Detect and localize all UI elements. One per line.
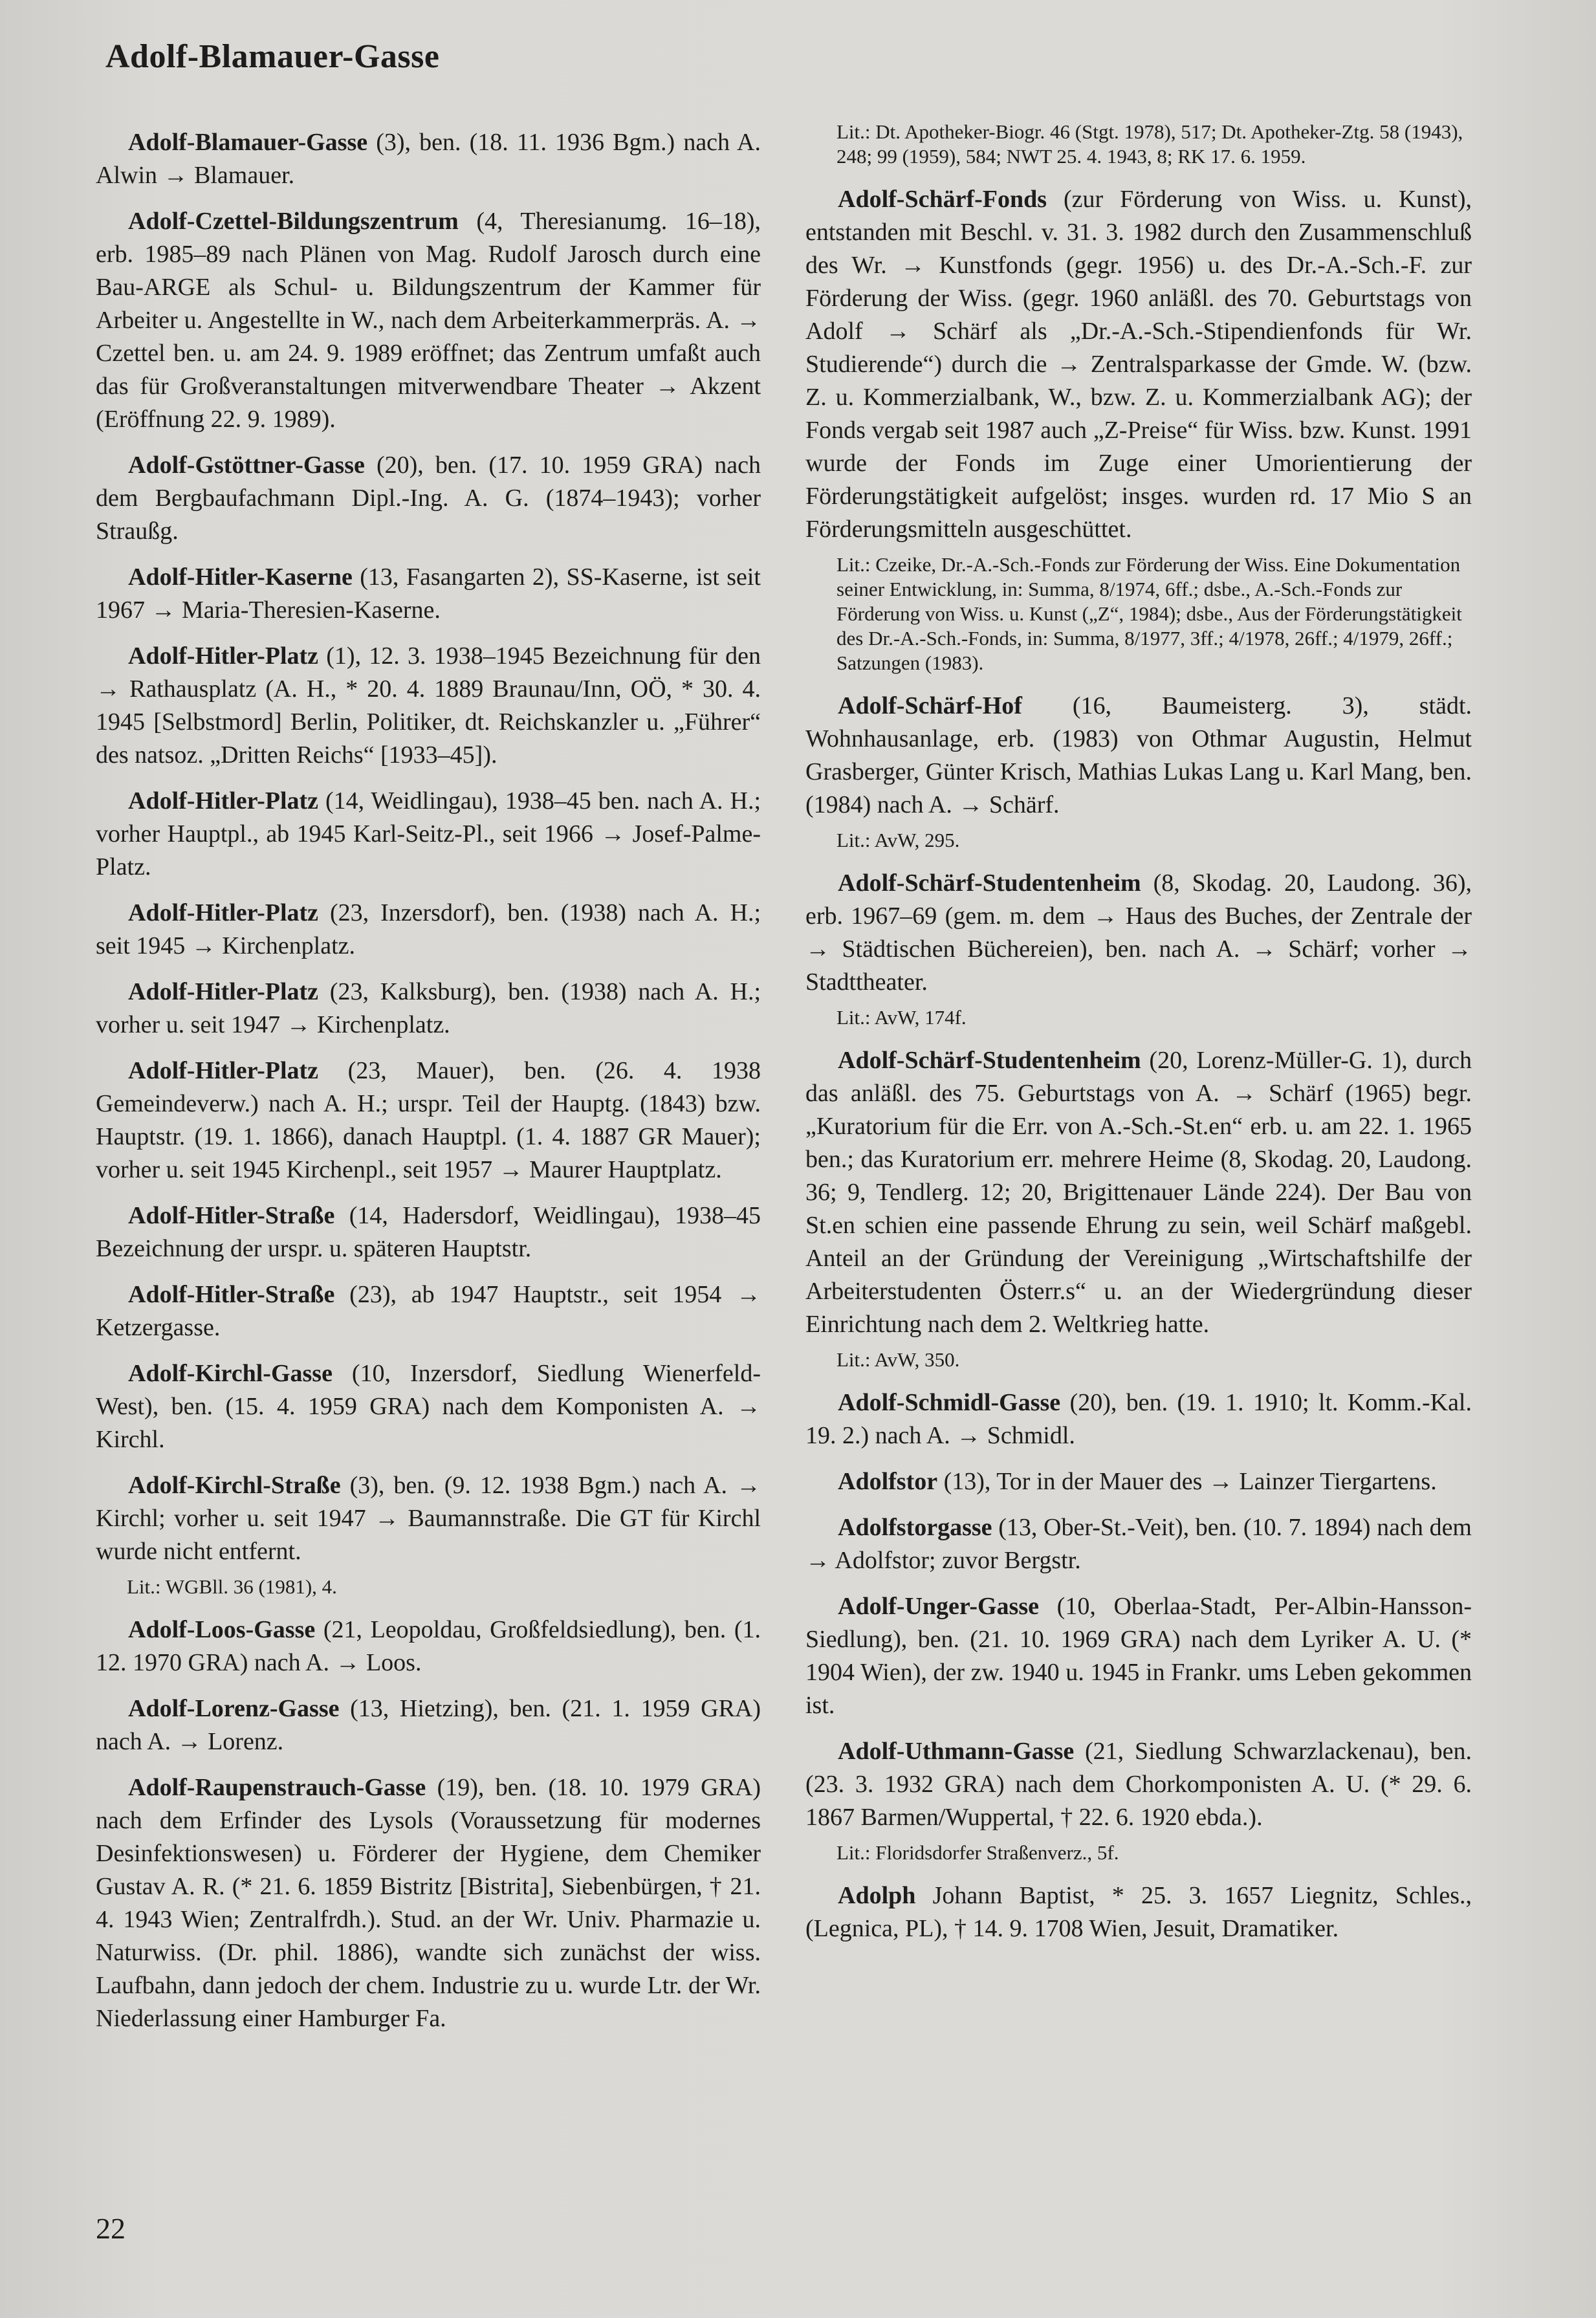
entry-headword: Adolf-Schärf-Studentenheim	[838, 1047, 1141, 1074]
entry-headword: Adolf-Schärf-Studentenheim	[838, 869, 1141, 897]
entry-headword: Adolf-Hitler-Straße	[128, 1281, 335, 1308]
literature-reference: Lit.: AvW, 350.	[836, 1348, 960, 1371]
running-header: Adolf-Blamauer-Gasse	[105, 38, 440, 75]
entry-text: (8, Skodag. 20, Laudong. 36), erb. 1967–69 (gem. m. dem → Haus des Buches, der Zentrale der → Städtischen Büchereien), ben. nach A. → Schärf; vorher → Stadttheater.	[805, 869, 1472, 996]
entry-text: (13), Tor in der Mauer des → Lainzer Tiergartens.	[937, 1468, 1437, 1495]
entry-headword: Adolfstorgasse	[838, 1514, 992, 1541]
literature-reference: Lit.: WGBll. 36 (1981), 4.	[127, 1575, 337, 1598]
lexicon-entry	[96, 126, 761, 192]
lexicon-entry	[805, 183, 1472, 546]
literature-reference: Lit.: Czeike, Dr.-A.-Sch.-Fonds zur Förderung der Wiss. Eine Dokumentation seiner Entwicklung, in: Summa, 8/1974, 6ff.; dsbe., A.-Sch.-Fonds zur Förderung von Wiss. u. Kunst („Z“, 1984); dsbe., Aus der Förderungstätigkeit des Dr.-A.-Sch.-Fonds, in: Summa, 8/1977, 3ff.; 4/1978, 26ff.; 4/1979, 26ff.; Satzungen (1983).	[836, 553, 1462, 674]
entry-headword: Adolf-Hitler-Platz	[128, 899, 319, 926]
entry-text: (19), ben. (18. 10. 1979 GRA) nach dem Erfinder des Lysols (Voraussetzung für modernes Desinfektionswesen) u. Förderer der Hygiene, dem Chemiker Gustav A. R. (* 21. 6. 1859 Bistritz [Bistrita], Siebenbürgen, † 21. 4. 1943 Wien; Zentralfrdh.). Stud. an der Wr. Univ. Pharmazie u. Naturwiss. (Dr. phil. 1886), wandte sich zunächst der wiss. Laufbahn, dann jedoch der chem. Industrie zu u. wurde Ltr. der Wr. Niederlassung einer Hamburger Fa.	[96, 1774, 761, 2032]
entry-headword: Adolf-Hitler-Platz	[128, 642, 319, 670]
lexicon-entry	[96, 1055, 761, 1186]
literature-reference: Lit.: Dt. Apotheker-Biogr. 46 (Stgt. 1978), 517; Dt. Apotheker-Ztg. 58 (1943), 248; 99 (1959), 584; NWT 25. 4. 1943, 8; RK 17. 6. 1959.	[836, 120, 1463, 168]
entry-headword: Adolf-Czettel-Bildungszentrum	[128, 208, 459, 235]
entry-headword: Adolf-Blamauer-Gasse	[128, 129, 368, 156]
lexicon-entry	[96, 1278, 761, 1344]
entry-headword: Adolf-Raupenstrauch-Gasse	[128, 1774, 426, 1801]
entry-headword: Adolf-Hitler-Platz	[128, 1057, 319, 1084]
lexicon-entry	[96, 561, 761, 627]
entry-headword: Adolf-Hitler-Kaserne	[128, 563, 353, 591]
lexicon-entry	[96, 205, 761, 436]
entry-headword: Adolf-Kirchl-Straße	[128, 1472, 341, 1499]
entry-text: (10, Oberlaa-Stadt, Per-Albin-Hansson-Siedlung), ben. (21. 10. 1969 GRA) nach dem Lyriker A. U. (* 1904 Wien), der zw. 1940 u. 1945 in Frankr. ums Leben gekommen ist.	[805, 1593, 1472, 1719]
entry-headword: Adolf-Schärf-Fonds	[838, 186, 1047, 213]
entry-text: (23, Mauer), ben. (26. 4. 1938 Gemeindeverw.) nach A. H.; urspr. Teil der Hauptg. (1843) bzw. Hauptstr. (19. 1. 1866), danach Hauptpl. (1. 4. 1887 GR Mauer); vorher u. seit 1945 Kirchenpl., seit 1957 → Maurer Hauptplatz.	[96, 1057, 761, 1183]
entry-text: (16, Baumeisterg. 3), städt. Wohnhausanlage, erb. (1983) von Othmar Augustin, Helmut Grasberger, Günter Krisch, Mathias Lukas Lang u. Karl Mang, ben. (1984) nach A. → Schärf.	[805, 692, 1472, 818]
entry-headword: Adolf-Gstöttner-Gasse	[128, 452, 365, 479]
entry-text: (23, Inzersdorf), ben. (1938) nach A. H.; seit 1945 → Kirchenplatz.	[96, 899, 761, 959]
entry-text: (3), ben. (18. 11. 1936 Bgm.) nach A. Alwin → Blamauer.	[96, 129, 761, 189]
entry-headword: Adolf-Hitler-Platz	[128, 787, 319, 815]
entry-text: (3), ben. (9. 12. 1938 Bgm.) nach A. → Kirchl; vorher u. seit 1947 → Baumannstraße. Die GT für Kirchl wurde nicht entfernt.	[96, 1472, 761, 1565]
lexicon-entry	[805, 690, 1472, 822]
lexicon-entry	[96, 897, 761, 963]
entry-text: (20, Lorenz-Müller-G. 1), durch das anläßl. des 75. Geburtstags von A. → Schärf (1965) begr. „Kuratorium für die Err. von A.-Sch.-St.en“ erb. u. am 22. 1. 1965 ben.; das Kuratorium err. mehrere Heime (8, Skodag. 20, Laudong. 36; 9, Tendlerg. 12; 20, Brigittenauer Lände 224). Der Bau von St.en schien eine passende Ehrung zu sein, weil Schärf maßgebl. Anteil an der Gründung der Vereinigung „Wirtschaftshilfe der Arbeiterstudenten Österr.s“ u. an der Wiedergründung dieser Einrichtung nach dem 2. Weltkrieg hatte.	[805, 1047, 1472, 1338]
entry-text: (20), ben. (19. 1. 1910; lt. Komm.-Kal. 19. 2.) nach A. → Schmidl.	[805, 1389, 1472, 1449]
entry-text: Johann Baptist, * 25. 3. 1657 Liegnitz, Schles., (Legnica, PL), † 14. 9. 1708 Wien, Jesuit, Dramatiker.	[805, 1882, 1472, 1942]
entry-text: (1), 12. 3. 1938–1945 Bezeichnung für den → Rathausplatz (A. H., * 20. 4. 1889 Braunau/Inn, OÖ, * 30. 4. 1945 [Selbstmord] Berlin, Politiker, dt. Reichskanzler u. „Führer“ des natsoz. „Dritten Reichs“ [1933–45]).	[96, 642, 761, 769]
lexicon-entry	[96, 785, 761, 884]
entry-headword: Adolf-Loos-Gasse	[128, 1616, 316, 1643]
entry-text: (4, Theresianumg. 16–18), erb. 1985–89 nach Plänen von Mag. Rudolf Jarosch durch eine Bau-ARGE als Schul- u. Bildungszentrum der Kammer für Arbeiter u. Angestellte in W., nach dem Arbeiterkammerpräs. A. → Czettel ben. u. am 24. 9. 1989 eröffnet; das Zentrum umfaßt auch das für Großveranstaltungen mitverwendbare Theater → Akzent (Eröffnung 22. 9. 1989).	[96, 208, 761, 433]
lexicon-entry	[805, 1386, 1472, 1452]
lexicon-entry	[96, 976, 761, 1042]
entry-headword: Adolph	[838, 1882, 916, 1909]
entry-text: (zur Förderung von Wiss. u. Kunst), entstanden mit Beschl. v. 31. 3. 1982 durch den Zusammenschluß des Wr. → Kunstfonds (gegr. 1956) u. des Dr.-A.-Sch.-F. zur Förderung der Wiss. (gegr. 1960 anläßl. des 70. Geburtstags von Adolf → Schärf als „Dr.-A.-Sch.-Stipendienfonds für Wr. Studierende“) durch die → Zentralsparkasse der Gmde. W. (bzw. Z. u. Kommerzialbank, W., bzw. Z. u. Kommerzialbank AG); der Fonds vergab seit 1987 auch „Z-Preise“ für Wiss. bzw. Kunst. 1991 wurde der Fonds im Zuge einer Umorientierung der Förderungstätigkeit aufgelöst; insges. wurden rd. 17 Mio S an Förderungsmitteln ausgeschüttet.	[805, 186, 1472, 543]
literature-reference: Lit.: AvW, 295.	[836, 829, 960, 851]
entry-headword: Adolf-Kirchl-Gasse	[128, 1360, 333, 1387]
entry-text: (13, Hietzing), ben. (21. 1. 1959 GRA) nach A. → Lorenz.	[96, 1695, 761, 1755]
lexicon-entry	[96, 1771, 761, 2035]
lexicon-entry	[805, 1465, 1472, 1498]
entry-headword: Adolf-Lorenz-Gasse	[128, 1695, 340, 1722]
entry-text: (23), ab 1947 Hauptstr., seit 1954 → Ketzergasse.	[96, 1281, 761, 1341]
literature-reference: Lit.: AvW, 174f.	[836, 1006, 967, 1029]
lexicon-entry	[96, 1357, 761, 1456]
right-column	[805, 120, 1472, 1958]
entry-text: (14, Weidlingau), 1938–45 ben. nach A. H.; vorher Hauptpl., ab 1945 Karl-Seitz-Pl., seit 1966 → Josef-Palme-Platz.	[96, 787, 761, 880]
lexicon-entry	[96, 1692, 761, 1758]
left-column	[96, 126, 761, 2048]
entry-text: (23, Kalksburg), ben. (1938) nach A. H.; vorher u. seit 1947 → Kirchenplatz.	[96, 978, 761, 1038]
lexicon-entry	[96, 640, 761, 772]
lexicon-entry	[96, 1469, 761, 1568]
lexicon-entry	[805, 1735, 1472, 1834]
entry-text: (20), ben. (17. 10. 1959 GRA) nach dem Bergbaufachmann Dipl.-Ing. A. G. (1874–1943); vorher Straußg.	[96, 452, 761, 545]
lexicon-entry	[805, 1511, 1472, 1577]
entry-headword: Adolf-Unger-Gasse	[838, 1593, 1039, 1620]
entry-headword: Adolf-Hitler-Platz	[128, 978, 319, 1005]
entry-headword: Adolf-Schärf-Hof	[838, 692, 1022, 719]
lexicon-entry	[96, 1199, 761, 1265]
lexicon-entry	[805, 1044, 1472, 1341]
entry-text: (14, Hadersdorf, Weidlingau), 1938–45 Bezeichnung der urspr. u. späteren Hauptstr.	[96, 1202, 761, 1262]
lexicon-entry	[805, 1879, 1472, 1945]
entry-headword: Adolf-Hitler-Straße	[128, 1202, 335, 1229]
literature-reference: Lit.: Floridsdorfer Straßenverz., 5f.	[836, 1841, 1119, 1864]
entry-text: (21, Leopoldau, Großfeldsiedlung), ben. (1. 12. 1970 GRA) nach A. → Loos.	[96, 1616, 761, 1676]
page-number: 22	[96, 2212, 126, 2245]
lexicon-entry	[805, 867, 1472, 999]
entry-headword: Adolfstor	[838, 1468, 938, 1495]
lexicon-entry	[96, 449, 761, 548]
lexicon-entry	[96, 1613, 761, 1679]
entry-text: (21, Siedlung Schwarzlackenau), ben. (23. 3. 1932 GRA) nach dem Chorkomponisten A. U. (* 29. 6. 1867 Barmen/Wuppertal, † 22. 6. 1920 ebda.).	[805, 1738, 1472, 1831]
entry-text: (10, Inzersdorf, Siedlung Wienerfeld-West), ben. (15. 4. 1959 GRA) nach dem Komponisten A. → Kirchl.	[96, 1360, 761, 1453]
entry-text: (13, Fasangarten 2), SS-Kaserne, ist seit 1967 → Maria-Theresien-Kaserne.	[96, 563, 761, 624]
entry-headword: Adolf-Uthmann-Gasse	[838, 1738, 1075, 1765]
entry-text: (13, Ober-St.-Veit), ben. (10. 7. 1894) nach dem → Adolfstor; zuvor Bergstr.	[805, 1514, 1472, 1574]
lexicon-entry	[805, 1590, 1472, 1722]
entry-headword: Adolf-Schmidl-Gasse	[838, 1389, 1061, 1416]
